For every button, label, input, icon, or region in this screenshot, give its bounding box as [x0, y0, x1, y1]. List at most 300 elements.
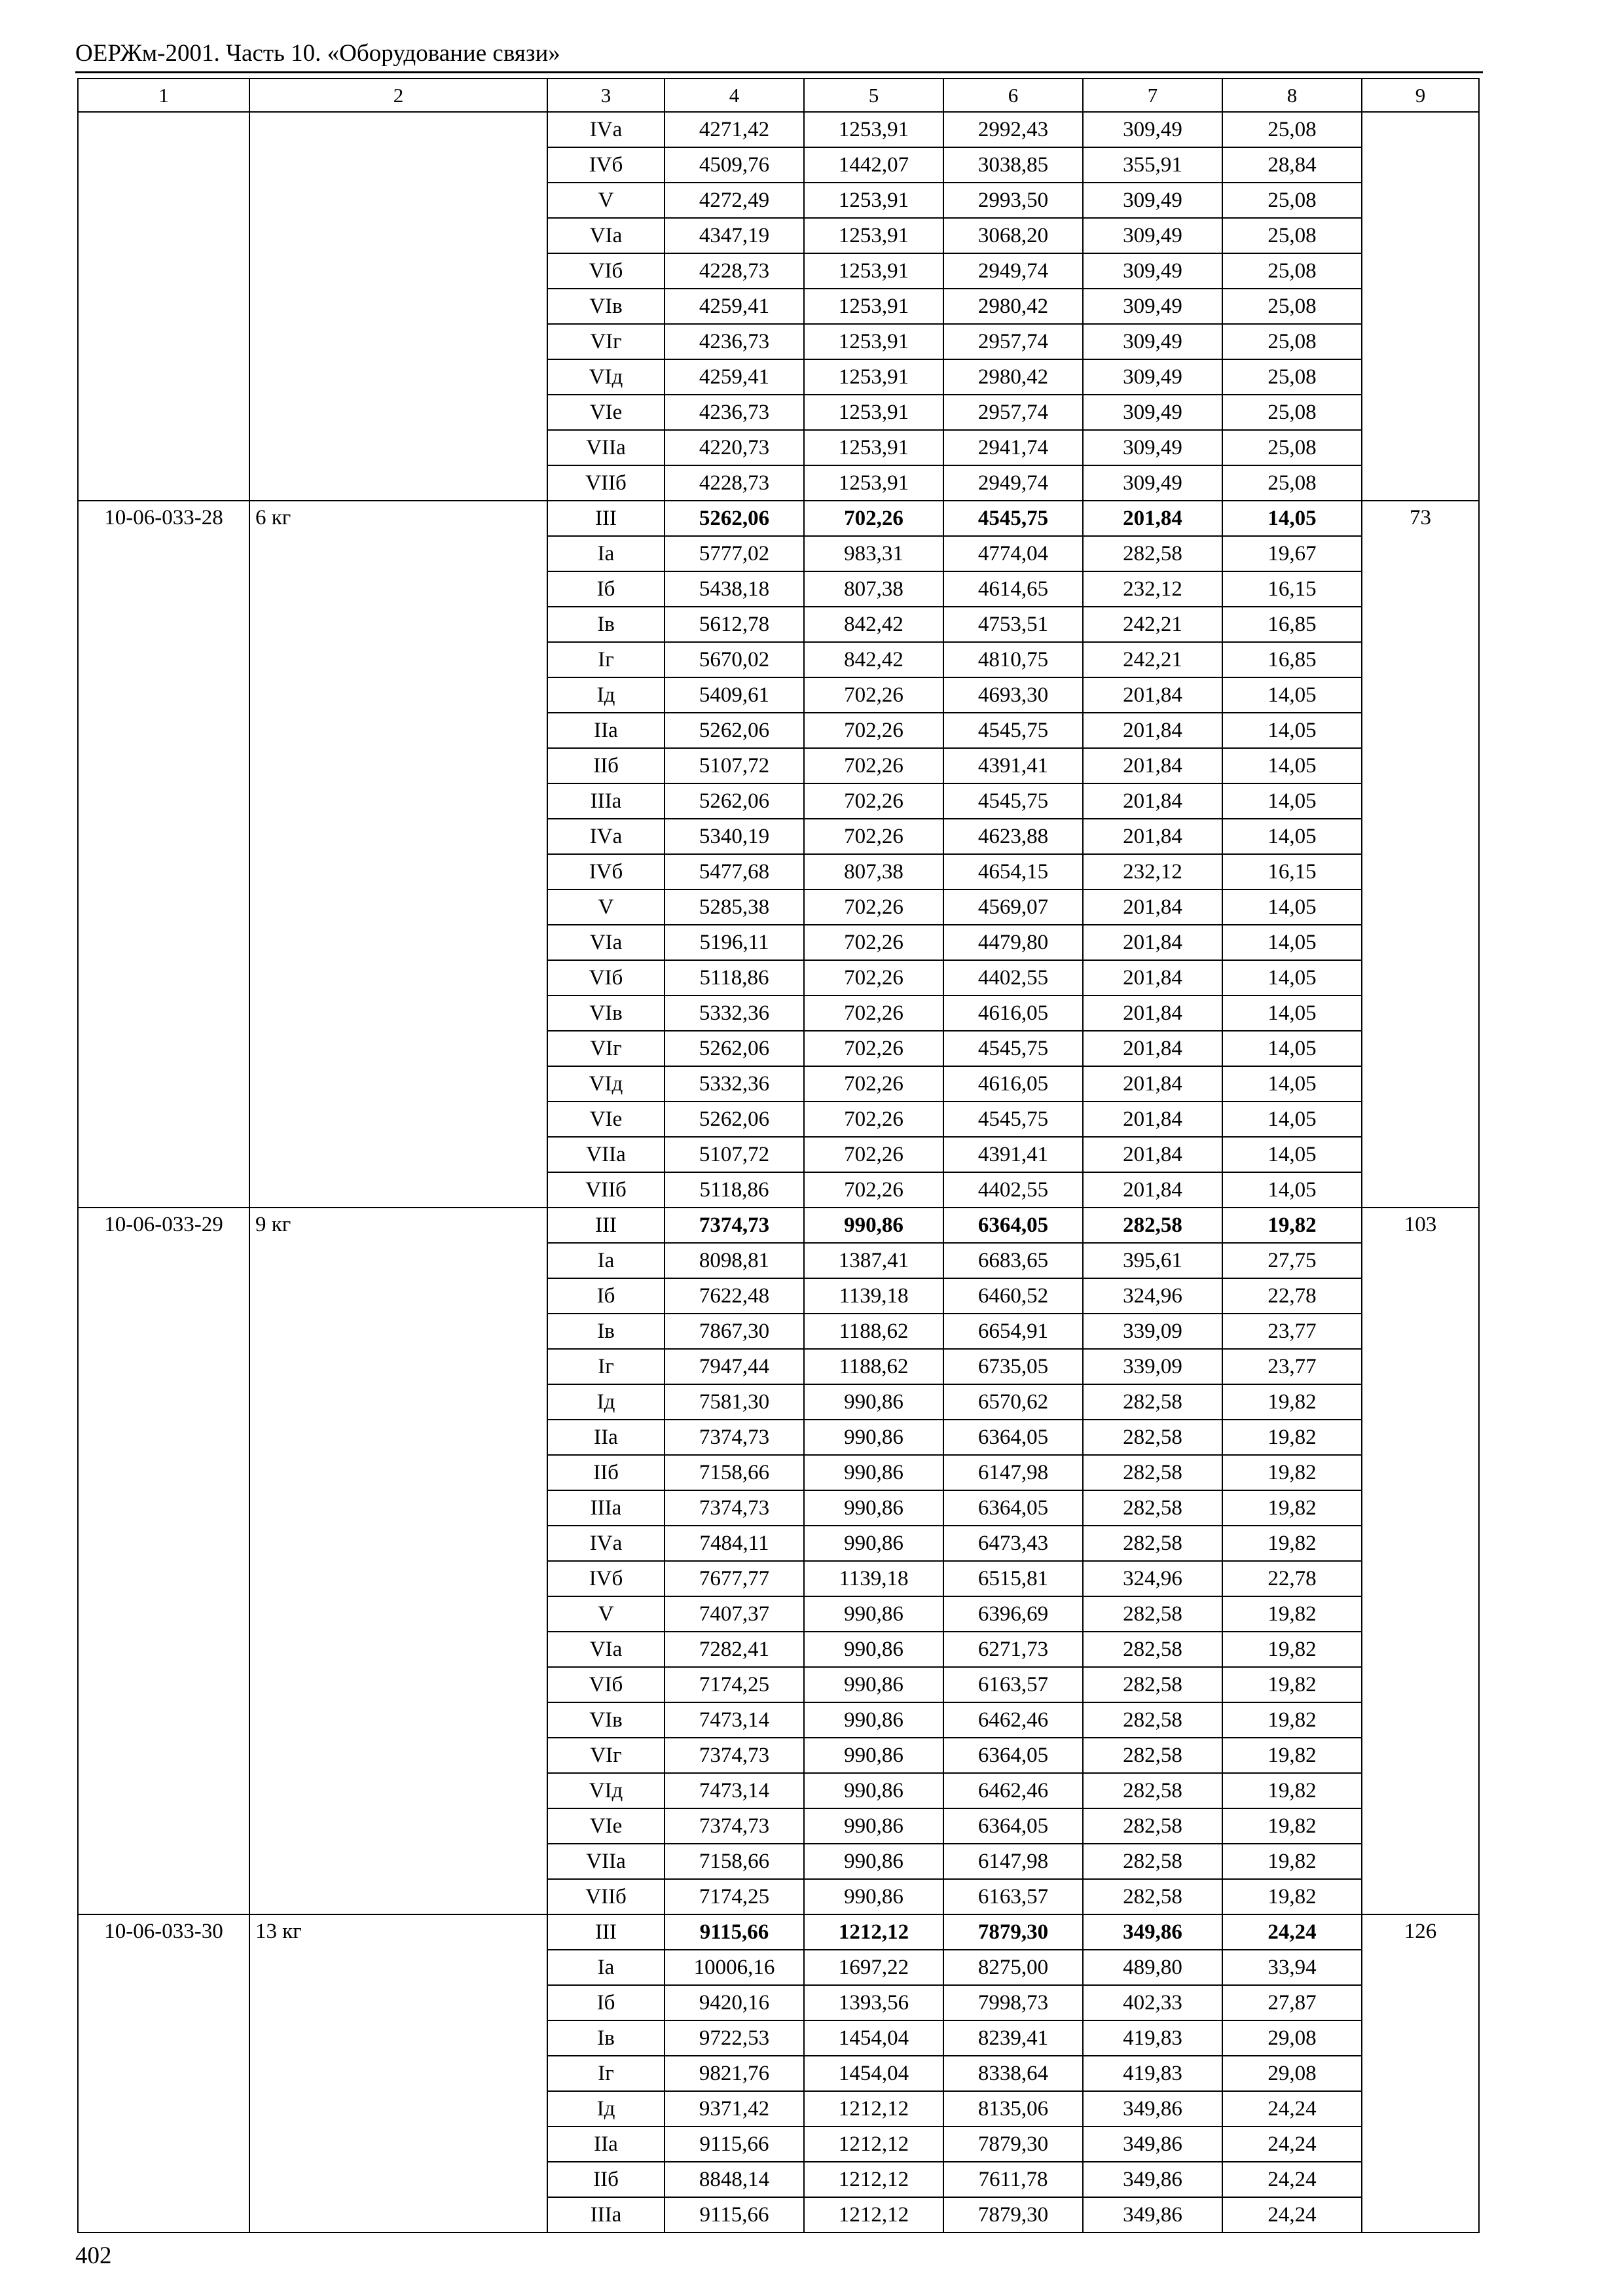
machine-cost: 6473,43	[943, 1526, 1083, 1561]
machinist-wages: 282,58	[1083, 1596, 1222, 1632]
labor-hours: 29,08	[1222, 2056, 1362, 2091]
labor-hours: 23,77	[1222, 1314, 1362, 1349]
machinist-wages: 282,58	[1083, 1738, 1222, 1773]
machinist-wages: 309,49	[1083, 253, 1222, 289]
total-cost: 7473,14	[665, 1702, 804, 1738]
wages: 1253,91	[804, 289, 943, 324]
column-number: 7	[1083, 79, 1222, 112]
machine-cost: 6163,57	[943, 1879, 1083, 1914]
column-number: 1	[78, 79, 249, 112]
wages: 1253,91	[804, 112, 943, 147]
labor-hours: 14,05	[1222, 713, 1362, 748]
total-cost: 10006,16	[665, 1950, 804, 1985]
total-cost: 5118,86	[665, 1172, 804, 1208]
labor-hours: 19,82	[1222, 1844, 1362, 1879]
labor-hours: 25,08	[1222, 324, 1362, 359]
machine-cost: 4479,80	[943, 925, 1083, 960]
labor-hours: 14,05	[1222, 925, 1362, 960]
machine-cost: 6364,05	[943, 1738, 1083, 1773]
wages: 1139,18	[804, 1278, 943, 1314]
labor-hours: 19,82	[1222, 1702, 1362, 1738]
total-cost: 9722,53	[665, 2020, 804, 2056]
total-cost: 4509,76	[665, 147, 804, 183]
machine-cost: 3068,20	[943, 218, 1083, 253]
total-cost: 5332,36	[665, 1066, 804, 1102]
total-cost: 4347,19	[665, 218, 804, 253]
machinist-wages: 201,84	[1083, 713, 1222, 748]
machine-cost: 8239,41	[943, 2020, 1083, 2056]
wages: 807,38	[804, 571, 943, 607]
wages: 990,86	[804, 1879, 943, 1914]
rate-code: 10-06-033-28	[78, 501, 249, 1208]
machinist-wages: 242,21	[1083, 642, 1222, 677]
total-cost: 5118,86	[665, 960, 804, 996]
region-zone: VIб	[547, 253, 665, 289]
total-cost: 7374,73	[665, 1420, 804, 1455]
labor-hours: 25,08	[1222, 430, 1362, 465]
wages: 1253,91	[804, 395, 943, 430]
total-cost: 9821,76	[665, 2056, 804, 2091]
region-zone: VIIб	[547, 465, 665, 501]
machine-cost: 3038,85	[943, 147, 1083, 183]
labor-hours: 19,82	[1222, 1773, 1362, 1808]
region-zone: VIе	[547, 1102, 665, 1137]
total-cost: 7581,30	[665, 1384, 804, 1420]
region-zone: III	[547, 1914, 665, 1950]
region-zone: IIб	[547, 748, 665, 783]
machine-cost: 4616,05	[943, 1066, 1083, 1102]
labor-hours: 14,05	[1222, 1066, 1362, 1102]
machine-cost: 6735,05	[943, 1349, 1083, 1384]
machinist-wages: 201,84	[1083, 1172, 1222, 1208]
labor-hours: 19,82	[1222, 1808, 1362, 1844]
machine-cost: 4545,75	[943, 1102, 1083, 1137]
machinist-wages: 309,49	[1083, 218, 1222, 253]
labor-hours: 28,84	[1222, 147, 1362, 183]
machinist-wages: 282,58	[1083, 1667, 1222, 1702]
total-cost: 9115,66	[665, 2126, 804, 2162]
machine-cost: 4753,51	[943, 607, 1083, 642]
machine-cost: 4614,65	[943, 571, 1083, 607]
labor-hours: 14,05	[1222, 748, 1362, 783]
machinist-wages: 201,84	[1083, 1031, 1222, 1066]
machine-cost: 6364,05	[943, 1490, 1083, 1526]
column-9-value: 73	[1362, 501, 1479, 1208]
machine-cost: 4693,30	[943, 677, 1083, 713]
region-zone: V	[547, 1596, 665, 1632]
rate-description: 9 кг	[249, 1208, 547, 1914]
machinist-wages: 339,09	[1083, 1349, 1222, 1384]
column-number: 8	[1222, 79, 1362, 112]
wages: 990,86	[804, 1844, 943, 1879]
wages: 1442,07	[804, 147, 943, 183]
machinist-wages: 282,58	[1083, 1526, 1222, 1561]
labor-hours: 24,24	[1222, 2162, 1362, 2197]
region-zone: IIа	[547, 1420, 665, 1455]
wages: 702,26	[804, 1031, 943, 1066]
column-9-value: 103	[1362, 1208, 1479, 1914]
total-cost: 4228,73	[665, 465, 804, 501]
total-cost: 5262,06	[665, 1031, 804, 1066]
machine-cost: 6462,46	[943, 1773, 1083, 1808]
machinist-wages: 282,58	[1083, 1208, 1222, 1243]
wages: 702,26	[804, 748, 943, 783]
labor-hours: 14,05	[1222, 996, 1362, 1031]
total-cost: 4220,73	[665, 430, 804, 465]
wages: 990,86	[804, 1208, 943, 1243]
total-cost: 5340,19	[665, 819, 804, 854]
machine-cost: 2957,74	[943, 324, 1083, 359]
column-number: 2	[249, 79, 547, 112]
wages: 702,26	[804, 1102, 943, 1137]
total-cost: 7374,73	[665, 1808, 804, 1844]
machine-cost: 6570,62	[943, 1384, 1083, 1420]
region-zone: VIIб	[547, 1879, 665, 1914]
machine-cost: 4402,55	[943, 1172, 1083, 1208]
total-cost: 5262,06	[665, 783, 804, 819]
total-cost: 4236,73	[665, 324, 804, 359]
machinist-wages: 201,84	[1083, 996, 1222, 1031]
machinist-wages: 282,58	[1083, 1632, 1222, 1667]
total-cost: 8098,81	[665, 1243, 804, 1278]
region-zone: VIа	[547, 1632, 665, 1667]
machinist-wages: 324,96	[1083, 1278, 1222, 1314]
machinist-wages: 309,49	[1083, 289, 1222, 324]
total-cost: 7374,73	[665, 1738, 804, 1773]
region-zone: Iд	[547, 1384, 665, 1420]
region-zone: V	[547, 889, 665, 925]
labor-hours: 25,08	[1222, 112, 1362, 147]
machine-cost: 2993,50	[943, 183, 1083, 218]
wages: 1253,91	[804, 430, 943, 465]
machinist-wages: 232,12	[1083, 571, 1222, 607]
machine-cost: 6147,98	[943, 1455, 1083, 1490]
region-zone: VIб	[547, 1667, 665, 1702]
wages: 1387,41	[804, 1243, 943, 1278]
table-body	[78, 79, 1479, 2233]
labor-hours: 23,77	[1222, 1349, 1362, 1384]
rate-code: 10-06-033-29	[78, 1208, 249, 1914]
labor-hours: 14,05	[1222, 960, 1362, 996]
region-zone: Iа	[547, 1243, 665, 1278]
wages: 702,26	[804, 1137, 943, 1172]
total-cost: 4236,73	[665, 395, 804, 430]
wages: 1212,12	[804, 2091, 943, 2126]
machinist-wages: 419,83	[1083, 2020, 1222, 2056]
region-zone: Iб	[547, 571, 665, 607]
region-zone: VIIа	[547, 1137, 665, 1172]
labor-hours: 25,08	[1222, 218, 1362, 253]
region-zone: VIв	[547, 1702, 665, 1738]
wages: 983,31	[804, 536, 943, 571]
machinist-wages: 309,49	[1083, 112, 1222, 147]
total-cost: 9115,66	[665, 1914, 804, 1950]
machinist-wages: 282,58	[1083, 1879, 1222, 1914]
rate-code: 10-06-033-30	[78, 1914, 249, 2233]
region-zone: Iг	[547, 642, 665, 677]
total-cost: 7374,73	[665, 1208, 804, 1243]
wages: 1253,91	[804, 183, 943, 218]
labor-hours: 14,05	[1222, 783, 1362, 819]
wages: 1188,62	[804, 1314, 943, 1349]
wages: 1212,12	[804, 2126, 943, 2162]
machinist-wages: 282,58	[1083, 1808, 1222, 1844]
wages: 702,26	[804, 925, 943, 960]
machinist-wages: 349,86	[1083, 2091, 1222, 2126]
machine-cost: 2980,42	[943, 289, 1083, 324]
wages: 990,86	[804, 1526, 943, 1561]
machine-cost: 7879,30	[943, 2197, 1083, 2233]
region-zone: VIг	[547, 1031, 665, 1066]
table-row	[78, 112, 1479, 147]
total-cost: 7282,41	[665, 1632, 804, 1667]
total-cost: 5409,61	[665, 677, 804, 713]
header-rule	[75, 71, 1483, 73]
machinist-wages: 282,58	[1083, 1844, 1222, 1879]
machine-cost: 4545,75	[943, 501, 1083, 536]
labor-hours: 22,78	[1222, 1278, 1362, 1314]
page-number: 402	[75, 2242, 112, 2269]
machine-cost: 2941,74	[943, 430, 1083, 465]
machinist-wages: 201,84	[1083, 925, 1222, 960]
labor-hours: 16,15	[1222, 571, 1362, 607]
machinist-wages: 282,58	[1083, 1490, 1222, 1526]
total-cost: 5612,78	[665, 607, 804, 642]
labor-hours: 14,05	[1222, 1172, 1362, 1208]
region-zone: Iа	[547, 1950, 665, 1985]
labor-hours: 19,82	[1222, 1490, 1362, 1526]
machine-cost: 2992,43	[943, 112, 1083, 147]
machine-cost: 7879,30	[943, 2126, 1083, 2162]
wages: 990,86	[804, 1738, 943, 1773]
labor-hours: 24,24	[1222, 2091, 1362, 2126]
total-cost: 7947,44	[665, 1349, 804, 1384]
total-cost: 5107,72	[665, 1137, 804, 1172]
machinist-wages: 349,86	[1083, 1914, 1222, 1950]
region-zone: IVа	[547, 112, 665, 147]
wages: 702,26	[804, 501, 943, 536]
labor-hours: 25,08	[1222, 183, 1362, 218]
total-cost: 7622,48	[665, 1278, 804, 1314]
total-cost: 5262,06	[665, 501, 804, 536]
machinist-wages: 309,49	[1083, 465, 1222, 501]
region-zone: VIа	[547, 925, 665, 960]
machinist-wages: 349,86	[1083, 2126, 1222, 2162]
total-cost: 5332,36	[665, 996, 804, 1031]
region-zone: Iв	[547, 2020, 665, 2056]
total-cost: 5262,06	[665, 713, 804, 748]
labor-hours: 25,08	[1222, 359, 1362, 395]
total-cost: 9371,42	[665, 2091, 804, 2126]
machine-cost: 4545,75	[943, 1031, 1083, 1066]
total-cost: 7484,11	[665, 1526, 804, 1561]
region-zone: VIIб	[547, 1172, 665, 1208]
region-zone: Iд	[547, 677, 665, 713]
region-zone: IIIа	[547, 783, 665, 819]
machinist-wages: 201,84	[1083, 1066, 1222, 1102]
machinist-wages: 201,84	[1083, 889, 1222, 925]
machine-cost: 2949,74	[943, 465, 1083, 501]
wages: 990,86	[804, 1667, 943, 1702]
machine-cost: 4774,04	[943, 536, 1083, 571]
machinist-wages: 282,58	[1083, 536, 1222, 571]
wages: 1253,91	[804, 218, 943, 253]
region-zone: Iв	[547, 607, 665, 642]
machine-cost: 6462,46	[943, 1702, 1083, 1738]
machinist-wages: 201,84	[1083, 960, 1222, 996]
region-zone: VIе	[547, 395, 665, 430]
wages: 1253,91	[804, 359, 943, 395]
total-cost: 4259,41	[665, 359, 804, 395]
wages: 1454,04	[804, 2020, 943, 2056]
rate-description: 13 кг	[249, 1914, 547, 2233]
wages: 702,26	[804, 889, 943, 925]
labor-hours: 27,87	[1222, 1985, 1362, 2020]
region-zone: IVа	[547, 819, 665, 854]
labor-hours: 19,82	[1222, 1738, 1362, 1773]
machinist-wages: 201,84	[1083, 748, 1222, 783]
machine-cost: 7998,73	[943, 1985, 1083, 2020]
total-cost: 4228,73	[665, 253, 804, 289]
labor-hours: 24,24	[1222, 1914, 1362, 1950]
region-zone: VIв	[547, 289, 665, 324]
total-cost: 7473,14	[665, 1773, 804, 1808]
wages: 990,86	[804, 1596, 943, 1632]
wages: 1697,22	[804, 1950, 943, 1985]
machinist-wages: 282,58	[1083, 1702, 1222, 1738]
wages: 702,26	[804, 819, 943, 854]
wages: 990,86	[804, 1420, 943, 1455]
region-zone: IVб	[547, 854, 665, 889]
labor-hours: 25,08	[1222, 289, 1362, 324]
total-cost: 5477,68	[665, 854, 804, 889]
region-zone: VIIа	[547, 1844, 665, 1879]
labor-hours: 19,67	[1222, 536, 1362, 571]
wages: 1139,18	[804, 1561, 943, 1596]
labor-hours: 14,05	[1222, 819, 1362, 854]
total-cost: 7158,66	[665, 1455, 804, 1490]
machinist-wages: 309,49	[1083, 183, 1222, 218]
region-zone: IVа	[547, 1526, 665, 1561]
rate-code	[78, 112, 249, 501]
machinist-wages: 201,84	[1083, 783, 1222, 819]
wages: 1454,04	[804, 2056, 943, 2091]
machine-cost: 4391,41	[943, 1137, 1083, 1172]
rate-description: 6 кг	[249, 501, 547, 1208]
labor-hours: 24,24	[1222, 2126, 1362, 2162]
total-cost: 5777,02	[665, 536, 804, 571]
wages: 990,86	[804, 1702, 943, 1738]
region-zone: VIе	[547, 1808, 665, 1844]
region-zone: VIд	[547, 359, 665, 395]
price-table	[77, 78, 1480, 2233]
machinist-wages: 355,91	[1083, 147, 1222, 183]
machine-cost: 6364,05	[943, 1808, 1083, 1844]
machinist-wages: 282,58	[1083, 1773, 1222, 1808]
region-zone: VIа	[547, 218, 665, 253]
total-cost: 7374,73	[665, 1490, 804, 1526]
table-row	[78, 1914, 1479, 1950]
region-zone: IIб	[547, 2162, 665, 2197]
machine-cost: 4616,05	[943, 996, 1083, 1031]
machinist-wages: 201,84	[1083, 677, 1222, 713]
machinist-wages: 201,84	[1083, 1137, 1222, 1172]
machinist-wages: 201,84	[1083, 501, 1222, 536]
machine-cost: 7879,30	[943, 1914, 1083, 1950]
total-cost: 7677,77	[665, 1561, 804, 1596]
labor-hours: 19,82	[1222, 1596, 1362, 1632]
machinist-wages: 349,86	[1083, 2197, 1222, 2233]
labor-hours: 19,82	[1222, 1526, 1362, 1561]
total-cost: 5196,11	[665, 925, 804, 960]
region-zone: Iг	[547, 1349, 665, 1384]
machine-cost: 6147,98	[943, 1844, 1083, 1879]
wages: 1253,91	[804, 324, 943, 359]
machinist-wages: 201,84	[1083, 1102, 1222, 1137]
total-cost: 5262,06	[665, 1102, 804, 1137]
labor-hours: 19,82	[1222, 1667, 1362, 1702]
machine-cost: 6364,05	[943, 1420, 1083, 1455]
machinist-wages: 309,49	[1083, 395, 1222, 430]
region-zone: IIIа	[547, 2197, 665, 2233]
machine-cost: 6271,73	[943, 1632, 1083, 1667]
region-zone: VIб	[547, 960, 665, 996]
machinist-wages: 419,83	[1083, 2056, 1222, 2091]
region-zone: Iд	[547, 2091, 665, 2126]
machine-cost: 2957,74	[943, 395, 1083, 430]
region-zone: Iб	[547, 1985, 665, 2020]
machine-cost: 4391,41	[943, 748, 1083, 783]
column-number: 3	[547, 79, 665, 112]
labor-hours: 25,08	[1222, 253, 1362, 289]
page-header: ОЕРЖм-2001. Часть 10. «Оборудование связи»	[75, 40, 560, 67]
total-cost: 4259,41	[665, 289, 804, 324]
machinist-wages: 309,49	[1083, 359, 1222, 395]
region-zone: III	[547, 1208, 665, 1243]
machine-cost: 6163,57	[943, 1667, 1083, 1702]
wages: 1212,12	[804, 1914, 943, 1950]
labor-hours: 16,85	[1222, 642, 1362, 677]
labor-hours: 19,82	[1222, 1208, 1362, 1243]
labor-hours: 19,82	[1222, 1420, 1362, 1455]
machinist-wages: 349,86	[1083, 2162, 1222, 2197]
total-cost: 9420,16	[665, 1985, 804, 2020]
wages: 990,86	[804, 1773, 943, 1808]
labor-hours: 27,75	[1222, 1243, 1362, 1278]
machinist-wages: 402,33	[1083, 1985, 1222, 2020]
wages: 702,26	[804, 996, 943, 1031]
column-9-value	[1362, 112, 1479, 501]
wages: 702,26	[804, 1066, 943, 1102]
wages: 842,42	[804, 642, 943, 677]
wages: 990,86	[804, 1455, 943, 1490]
region-zone: IIа	[547, 713, 665, 748]
machine-cost: 6515,81	[943, 1561, 1083, 1596]
machine-cost: 6654,91	[943, 1314, 1083, 1349]
labor-hours: 33,94	[1222, 1950, 1362, 1985]
column-number: 6	[943, 79, 1083, 112]
total-cost: 5670,02	[665, 642, 804, 677]
total-cost: 7867,30	[665, 1314, 804, 1349]
total-cost: 5438,18	[665, 571, 804, 607]
region-zone: Iб	[547, 1278, 665, 1314]
total-cost: 5285,38	[665, 889, 804, 925]
region-zone: Iв	[547, 1314, 665, 1349]
machinist-wages: 282,58	[1083, 1455, 1222, 1490]
wages: 842,42	[804, 607, 943, 642]
total-cost: 8848,14	[665, 2162, 804, 2197]
machinist-wages: 282,58	[1083, 1384, 1222, 1420]
